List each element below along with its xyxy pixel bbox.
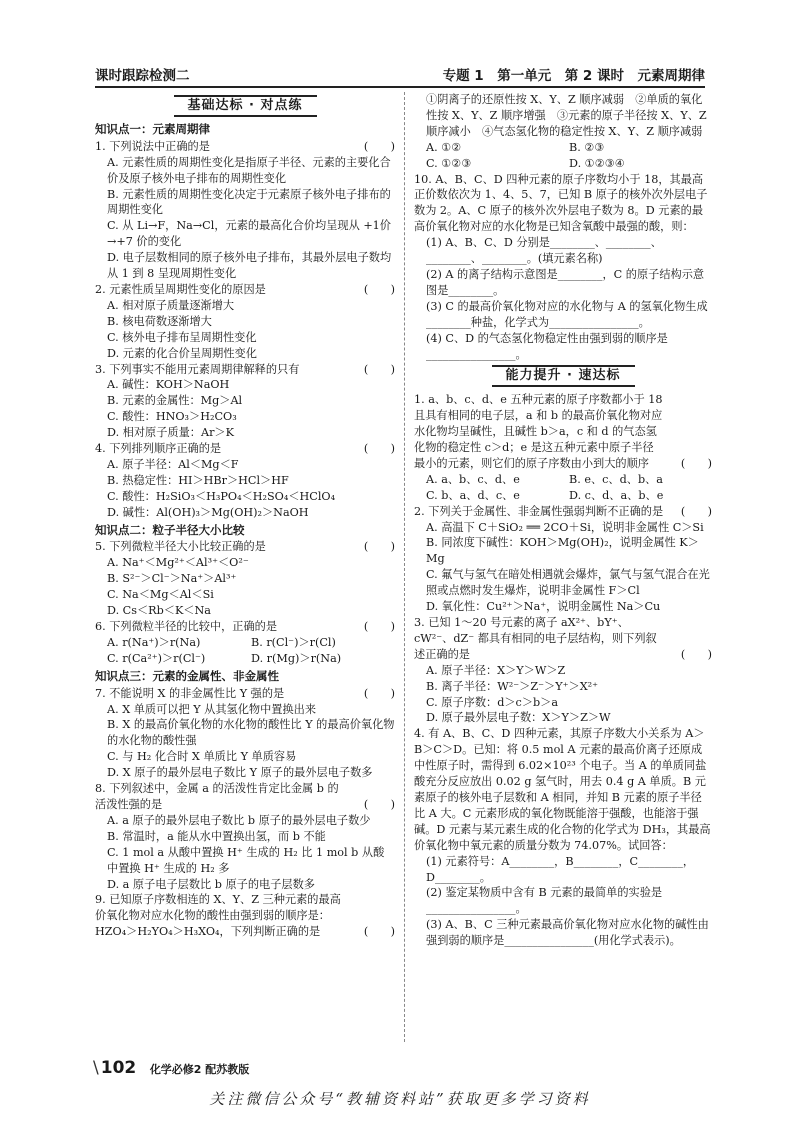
bottom-note: 关注微信公众号“教辅资料站”获取更多学习资料 xyxy=(209,1090,591,1108)
option: D. X 原子的最外层电子数比 Y 原子的最外层电子数多 xyxy=(107,766,373,780)
page-number: \ 102 xyxy=(93,1058,136,1078)
header-title: 课时跟踪检测二 xyxy=(95,68,190,84)
option-row xyxy=(414,156,712,172)
option: D. 碱性：Al(OH)₃＞Mg(OH)₂＞NaOH xyxy=(107,505,309,519)
option: C. 1 mol a 从酸中置换 H⁺ 生成的 H₂ 比 1 mol b 从酸中置换 H⁺ 生成的 H₂ 多 xyxy=(107,845,385,875)
header-chapter: 专题 1 第一单元 第 2 课时 元素周期律 xyxy=(442,68,705,84)
option: B. 同浓度下碱性：KOH＞Mg(OH)₂，说明金属性 K＞Mg xyxy=(426,536,699,566)
option: D. Cs＜Rb＜K＜Na xyxy=(107,604,211,618)
column-divider xyxy=(404,92,405,1042)
answer-paren: ( ) xyxy=(363,442,395,456)
option: D. 元素的化合价呈周期性变化 xyxy=(107,346,257,360)
option: A. X 单质可以把 Y 从其氢化物中置换出来 xyxy=(107,702,317,716)
knowledge-point-2: 知识点二：粒子半径大小比较 xyxy=(95,522,245,537)
question-5: 5. 下列微粒半径大小比较正确的是 ( ) xyxy=(95,540,395,554)
option: D. 氧化性：Cu²⁺＞Na⁺，说明金属性 Na＞Cu xyxy=(426,600,661,614)
question-10: 10. A、B、C、D 四种元素的原子序数均小于 18，其最高正价数依次为 1、4、5、7，已知 B 原子的核外次外层电子数为 2。A、C 原子的核外次外层电子数为 8。D 元素的最高价氧化物对应的水化物是已知含氧酸中最强的酸，则： xyxy=(414,172,708,234)
option: B. 元素的金属性：Mg＞Al xyxy=(107,394,243,408)
answer-paren: ( ) xyxy=(363,540,395,554)
answer-paren: ( ) xyxy=(363,282,395,296)
answer-paren: ( ) xyxy=(680,504,712,518)
question-3: 3. 下列事实不能用元素周期律解释的只有 ( ) xyxy=(95,362,395,376)
option-row xyxy=(414,140,712,156)
option: C. 从 Li→F，Na→Cl，元素的最高化合价均呈现从 +1价→+7 价的变化 xyxy=(107,219,391,249)
option: C. r(Ca²⁺)＞r(Cl⁻) xyxy=(107,651,206,665)
option: D. c、d、a、b、e xyxy=(569,488,664,502)
answer-paren: ( ) xyxy=(363,620,395,633)
option: B. 核电荷数逐渐增大 xyxy=(107,314,212,328)
option: C. 与 H₂ 化合时 X 单质比 Y 单质容易 xyxy=(107,750,297,764)
option: B. 离子半径：W²⁻＞Z⁻＞Y⁺＞X²⁺ xyxy=(426,679,599,693)
book-title: 化学必修2 配苏教版 xyxy=(149,1063,250,1076)
answer-paren: ( ) xyxy=(363,362,395,376)
option: B. X 的最高价氧化物的水化物的酸性比 Y 的最高价氧化物的水化物的酸性强 xyxy=(107,718,395,748)
question-4: 4. 下列排列顺序正确的是 ( ) xyxy=(95,442,395,456)
option: C. 酸性：H₂SiO₃＜H₃PO₄＜H₂SO₄＜HClO₄ xyxy=(107,489,336,503)
question-9-statements: ①阴离子的还原性按 X、Y、Z 顺序减弱 ②单质的氧化性按 X、Y、Z 顺序增强 ③元素的原子半径按 X、Y、Z 顺序减小 ④气态氢化物的稳定性按 X、Y、Z 顺序减弱 xyxy=(426,93,707,138)
option: C. ①②③ xyxy=(426,156,472,170)
option: C. b、a、d、c、e xyxy=(426,488,520,502)
option-row xyxy=(414,472,712,488)
sub-question: (3) C 的最高价氧化物对应的水化物与 A 的氢氧化物生成________种盐，化学式为________________。 xyxy=(426,299,708,329)
answer-paren: ( ) xyxy=(363,925,395,939)
option-row xyxy=(414,488,712,504)
option: A. 高温下 C＋SiO₂ ══ 2CO＋Si，说明非金属性 C＞Si xyxy=(426,520,704,534)
option: A. a、b、c、d、e xyxy=(426,472,520,486)
right-column xyxy=(414,92,712,949)
option: B. e、c、d、b、a xyxy=(569,472,663,486)
option: D. ①②③④ xyxy=(569,156,625,170)
answer-paren: ( ) xyxy=(363,686,395,700)
option: B. r(Cl⁻)＞r(Cl) xyxy=(251,635,336,649)
option: A. 相对原子质量逐渐增大 xyxy=(107,298,235,312)
sub-question: (1) A、B、C、D 分别是________、________、________、________。(填元素名称) xyxy=(426,236,662,266)
option: A. a 原子的最外层电子数比 b 原子的最外层电子数少 xyxy=(107,813,371,827)
option: D. r(Mg)＞r(Na) xyxy=(251,651,342,665)
answer-paren: ( ) xyxy=(363,797,395,811)
sub-question: (1) 元素符号：A________，B________，C________，D________。 xyxy=(426,854,695,884)
question-6: 6. 下列微粒半径的比较中，正确的是 ( ) xyxy=(95,620,395,633)
option: C. 核外电子排布呈周期性变化 xyxy=(107,330,257,344)
option: D. a 原子电子层数比 b 原子的电子层数多 xyxy=(107,877,315,891)
option: A. ①② xyxy=(426,140,462,154)
question-9: 9. 已知原子序数相连的 X、Y、Z 三种元素的最高价氧化物对应水化物的酸性由强到弱的顺序是：HZO₄＞H₂YO₄＞H₃XO₄，下列判断正确的是 ( ) xyxy=(95,893,395,939)
sub-question: (2) A 的离子结构示意图是________，C 的原子结构示意图是________。 xyxy=(426,267,705,297)
sub-question: (2) 鉴定某物质中含有 B 元素的最简单的实验是________________。 xyxy=(426,886,663,916)
question-1: 1. 下列说法中正确的是 ( ) xyxy=(95,139,395,153)
option: A. 元素性质的周期性变化是指原子半径、元素的主要化合价及原子核外电子排布的周期性变化 xyxy=(107,155,391,185)
option: D. 原子最外层电子数：X＞Y＞Z＞W xyxy=(426,711,611,725)
advanced-question-1: 1. a、b、c、d、e 五种元素的原子序数都小于 18 且具有相同的电子层，a 和 b 的最高价氧化物对应水化物均呈碱性，且碱性 b＞a，c 和 d 的气态氢化物的稳定性 c＞d；e 是这五种元素中原子半径最小的元素，则它们的原子序数由小到大的顺序 ( ) xyxy=(414,393,712,470)
advanced-question-3: 3. 已知 1～20 号元素的离子 aX²⁺、bY⁺、cW²⁻、dZ⁻ 都具有相同的电子层结构，则下列叙述正确的是 ( ) xyxy=(414,616,712,661)
option: B. ②③ xyxy=(569,140,605,154)
answer-paren: ( ) xyxy=(363,139,395,153)
question-8: 8. 下列叙述中，金属 a 的活泼性肯定比金属 b 的活泼性强的是 ( ) xyxy=(95,782,395,811)
option: C. 原子序数：d＞c＞b＞a xyxy=(426,695,559,709)
left-column xyxy=(95,92,395,940)
option: D. 电子层数相同的原子核外电子排布，其最外层电子数均从 1 到 8 呈现周期性变化 xyxy=(107,251,392,281)
option: A. 原子半径：Al＜Mg＜F xyxy=(107,457,239,471)
option: B. 常温时，a 能从水中置换出氢，而 b 不能 xyxy=(107,829,326,843)
section-banner-basic: 基础达标 · 对点练 xyxy=(95,95,395,117)
sub-question: (4) C、D 的气态氢化物稳定性由强到弱的顺序是________________。 xyxy=(426,331,668,361)
option: C. 酸性：HNO₃＞H₂CO₃ xyxy=(107,410,237,424)
knowledge-point-3: 知识点三：元素的金属性、非金属性 xyxy=(95,668,279,683)
option: B. S²⁻＞Cl⁻＞Na⁺＞Al³⁺ xyxy=(107,572,237,586)
question-2: 2. 元素性质呈周期性变化的原因是 ( ) xyxy=(95,282,395,296)
option: A. 原子半径：X＞Y＞W＞Z xyxy=(426,663,566,677)
sub-question: (3) A、B、C 三种元素最高价氧化物对应水化物的碱性由强到弱的顺序是________________(用化学式表示)。 xyxy=(426,918,709,948)
option: C. 氟气与氢气在暗处相遇就会爆炸，氯气与氢气混合在光照或点燃时发生爆炸，说明非金属性 F＞Cl xyxy=(426,568,710,598)
option: B. 元素性质的周期性变化决定于元素原子核外电子排布的周期性变化 xyxy=(107,187,391,217)
section-banner-advanced: 能力提升 · 速达标 xyxy=(414,365,712,387)
answer-paren: ( ) xyxy=(680,456,712,470)
answer-paren: ( ) xyxy=(680,647,712,661)
option: A. 碱性：KOH＞NaOH xyxy=(107,378,230,392)
knowledge-point-1: 知识点一：元素周期律 xyxy=(95,121,210,136)
advanced-question-2: 2. 下列关于金属性、非金属性强弱判断不正确的是 ( ) xyxy=(414,504,712,518)
option: C. Na＜Mg＜Al＜Si xyxy=(107,588,214,602)
option: D. 相对原子质量：Ar＞K xyxy=(107,426,234,440)
advanced-question-4: 4. 有 A、B、C、D 四种元素，其原子序数大小关系为 A＞B＞C＞D。已知：将 0.5 mol A 元素的最高价离子还原成中性原子时，需得到 6.02×10²³ 个电子。当 A 的单质同盐酸充分反应放出 0.02 g 氢气时，用去 0.4 g A 单质。B 元素原子的核外电子层数和 A 相同，并知 B 元素的原子半径比 A 大。C 元素形成的氧化物既能溶于强酸，也能溶于强碱。D 元素与某元素生成的化合物的化学式为 DH₃，其最高价氧化物中氧元素的质量分数为 74.07%。试回答： xyxy=(414,727,711,852)
page-footer xyxy=(93,1058,249,1078)
option-row xyxy=(95,651,395,667)
option-row xyxy=(95,635,395,651)
option: A. r(Na⁺)＞r(Na) xyxy=(107,635,201,649)
option: B. 热稳定性：HI＞HBr＞HCl＞HF xyxy=(107,473,289,487)
question-7: 7. 不能说明 X 的非金属性比 Y 强的是 ( ) xyxy=(95,686,395,700)
page-header xyxy=(95,60,705,88)
option: A. Na⁺＜Mg²⁺＜Al³⁺＜O²⁻ xyxy=(107,556,249,570)
